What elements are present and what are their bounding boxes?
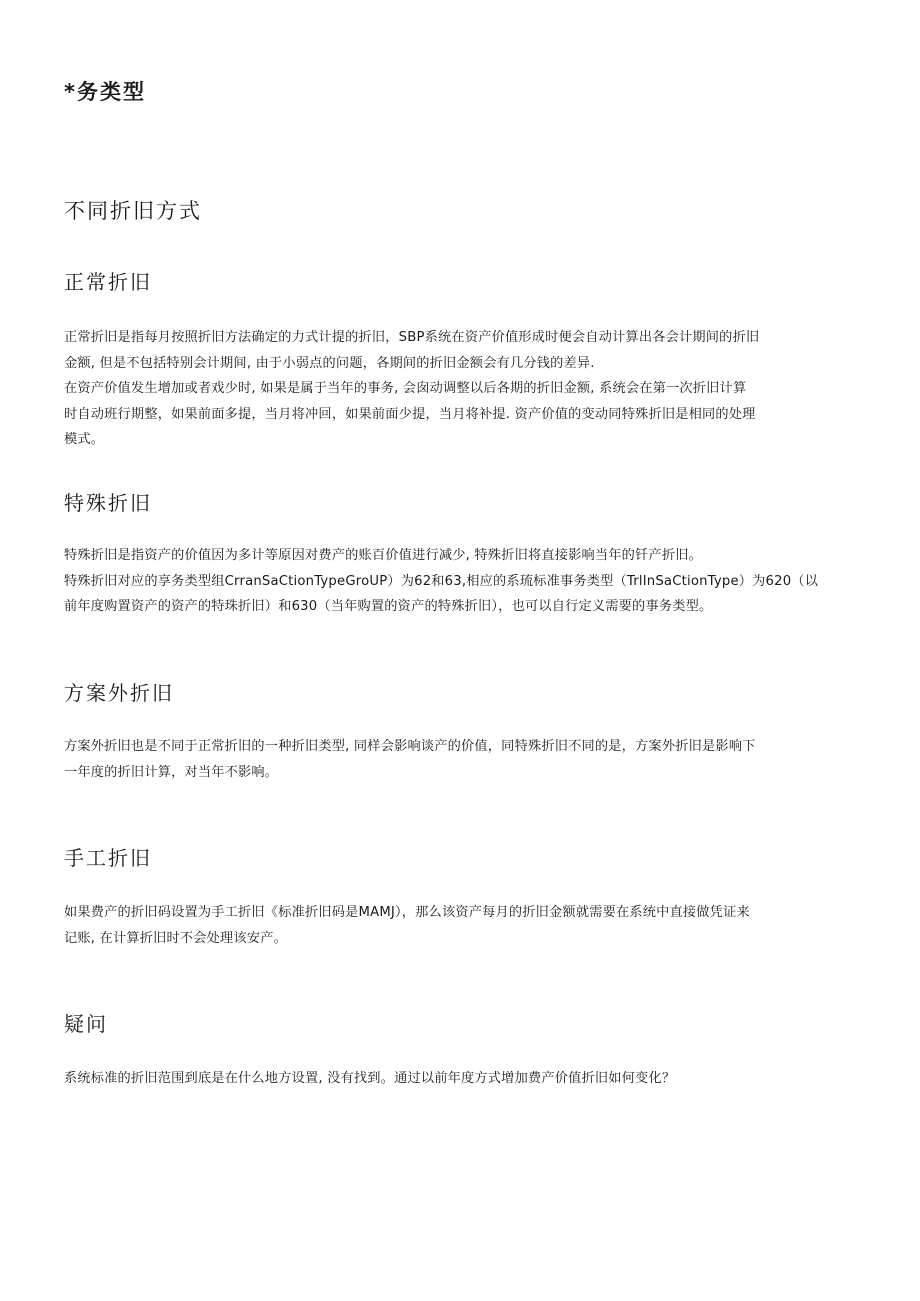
section-heading-questions: 疑问 — [64, 1012, 108, 1036]
section-body-special-depreciation — [64, 543, 864, 620]
section-heading-normal-depreciation: 正常折旧 — [64, 270, 152, 294]
document-title: *务类型 — [64, 80, 146, 104]
section-heading-special-depreciation: 特殊折旧 — [64, 491, 152, 515]
paragraph-line: 在资产价值发生增加或者戏少时, 如果是属于当年的事务, 会囱动调整以后各期的折旧金额, 系统会在第一次折旧计算 — [64, 381, 747, 396]
paragraph-line: 时自动班行期整，如果前面多提，当月将冲回，如果前面少提，当月将补提. 资产价值的变动同特殊折旧是相同的处理 — [64, 406, 756, 422]
section-body-questions — [64, 1066, 864, 1092]
paragraph-line: 前年度购置资产的资产的特珠折旧）和630（当年购置的资产的特殊折旧），也可以自行定义需要的事务类型。 — [64, 599, 713, 614]
section-body-normal-depreciation — [64, 325, 864, 453]
paragraph-line: 正常折旧是指每月按照折旧方法确定的力式计提的折旧，SBP系统在资产价值形成时便会自动计算出各会计期间的折旧 — [64, 330, 760, 345]
section-body-manual-depreciation — [64, 900, 864, 951]
paragraph-line: 模式。 — [64, 432, 105, 447]
section-body-unplanned-depreciation — [64, 734, 864, 785]
paragraph-line: 特殊折旧是指资产的价值因为多计等原因对费产的账百价值进行减少, 特殊折旧将直接影响当年的钎产折旧。 — [64, 548, 702, 563]
paragraph-line: 记账, 在计算折旧时不会处理该安产。 — [64, 930, 287, 946]
paragraph-line: 方案外折旧也是不同于正常折旧的一种折旧类型, 同样会影响谈产的价值，同特殊折旧不同的是，方案外折旧是影响下 — [64, 739, 756, 754]
paragraph-line: 金额, 但是不包括特别会计期间, 由于小弱点的问题，各期间的折旧金额会有几分钱的差异. — [64, 355, 595, 371]
main-heading: 不同折旧方式 — [64, 199, 202, 223]
paragraph-line: 如果费产的折旧码设置为手工折旧《标准折旧码是MAMJ），那么该资产每月的折旧金额就需要在系统中直接做凭证来 — [64, 905, 750, 920]
section-heading-manual-depreciation: 手工折旧 — [64, 846, 152, 870]
section-heading-unplanned-depreciation: 方案外折旧 — [64, 681, 174, 705]
paragraph-line: 特殊折旧对应的享务类型组CrranSaCtionTypeGroUP）为62和63,相应的系琉标准事务类型（TrlInSaCtionType）为620（以 — [64, 573, 819, 589]
paragraph-line: 一年度的折旧计算，对当年不影响。 — [64, 764, 279, 780]
paragraph-line: 系统标准的折旧范围到底是在什么地方设置, 没有找到。通过以前年度方式增加费产价值折旧如何变化？ — [64, 1071, 676, 1086]
